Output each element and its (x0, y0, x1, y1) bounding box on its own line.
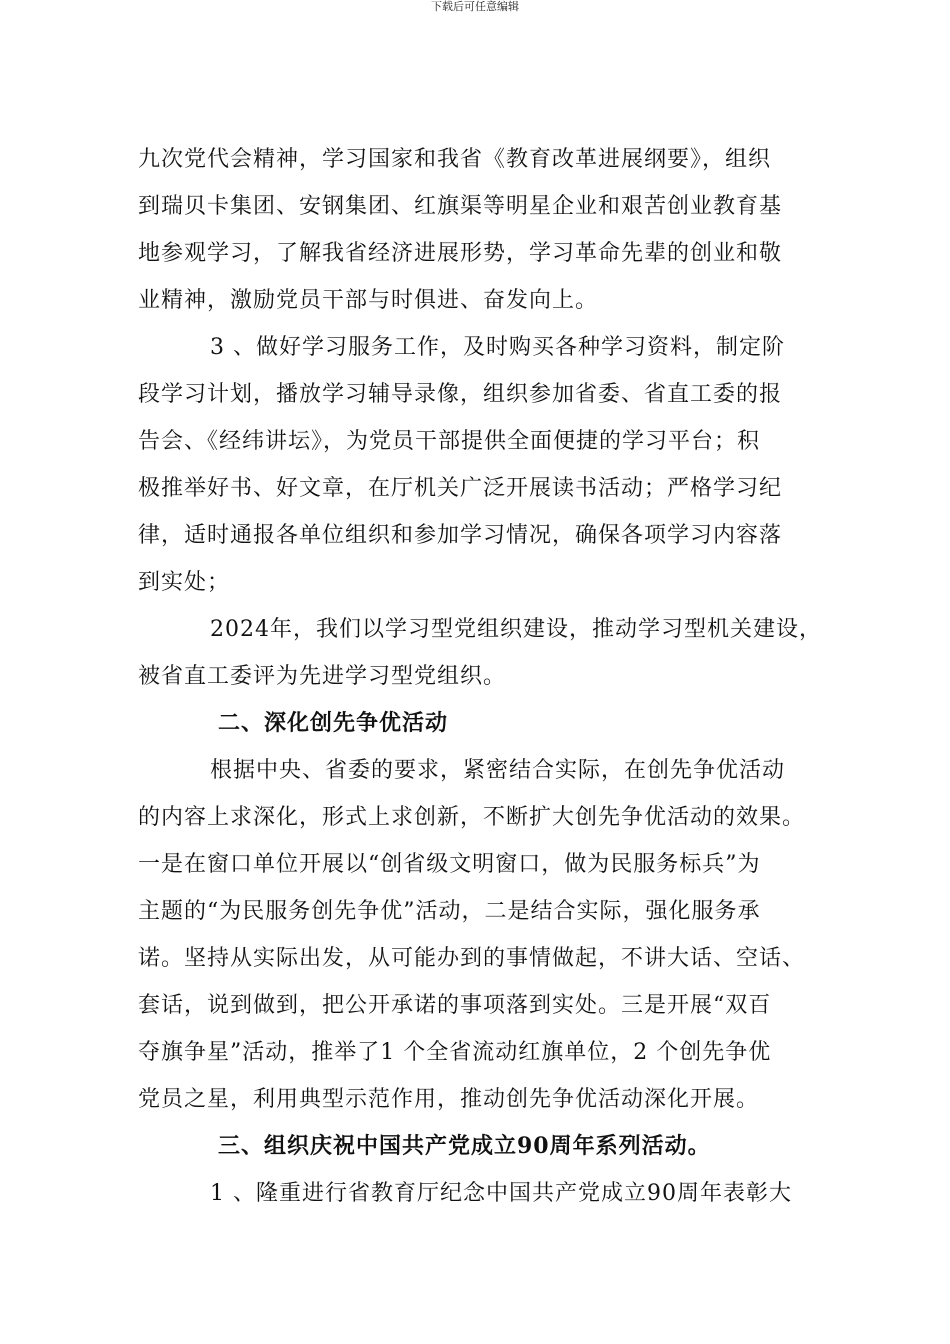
section-heading: 三、组织庆祝中国共产党成立90周年系列活动。 (218, 1133, 711, 1159)
text-line: 1 、隆重进行省教育厅纪念中国共产党成立90周年表彰大 (210, 1181, 792, 1206)
text-line: 根据中央、省委的要求，紧密结合实际，在创先争优活动 (210, 758, 786, 783)
document-body (138, 136, 838, 1217)
text-line: 被省直工委评为先进学习型党组织。 (138, 664, 507, 689)
text-line: 的内容上求深化，形式上求创新，不断扩大创先争优活动的效果。 (138, 805, 806, 830)
text-line: 2024年，我们以学习型党组织建设，推动学习型机关建设， (210, 617, 822, 642)
text-line: 极推举好书、好文章，在厅机关广泛开展读书活动；严格学习纪 (138, 476, 783, 501)
text-line: 3 、做好学习服务工作，及时购买各种学习资料，制定阶 (210, 335, 785, 360)
text-line: 律，适时通报各单位组织和参加学习情况，确保各项学习内容落 (138, 523, 783, 548)
text-line: 到实处； (138, 570, 231, 595)
text-line: 业精神，激励党员干部与时俱进、奋发向上。 (138, 288, 599, 313)
text-line: 九次党代会精神，学习国家和我省《教育改革进展纲要》，组织 (138, 147, 772, 172)
text-line: 党员之星，利用典型示范作用，推动创先争优活动深化开展。 (138, 1087, 760, 1112)
text-line: 到瑞贝卡集团、安钢集团、红旗渠等明星企业和艰苦创业教育基 (138, 194, 783, 219)
text-line: 套话，说到做到，把公开承诺的事项落到实处。三是开展“双百 (138, 993, 772, 1018)
text-line: 告会、《经纬讲坛》，为党员干部提供全面便捷的学习平台；积 (138, 429, 761, 454)
text-line: 段学习计划，播放学习辅导录像，组织参加省委、省直工委的报 (138, 382, 783, 407)
page-header: 下载后可任意编辑 (431, 0, 519, 13)
text-line: 一是在窗口单位开展以“创省级文明窗口，做为民服务标兵”为 (138, 852, 761, 877)
text-line: 主题的“为民服务创先争优”活动，二是结合实际，强化服务承 (138, 899, 761, 924)
text-line: 地参观学习，了解我省经济进展形势，学习革命先辈的创业和敬 (138, 241, 783, 266)
text-line: 诺。坚持从实际出发，从可能办到的事情做起，不讲大话、空话、 (138, 946, 806, 971)
section-heading: 二、深化创先争优活动 (218, 710, 449, 736)
text-line: 夺旗争星”活动，推举了1 个全省流动红旗单位，2 个创先争优 (138, 1040, 772, 1065)
